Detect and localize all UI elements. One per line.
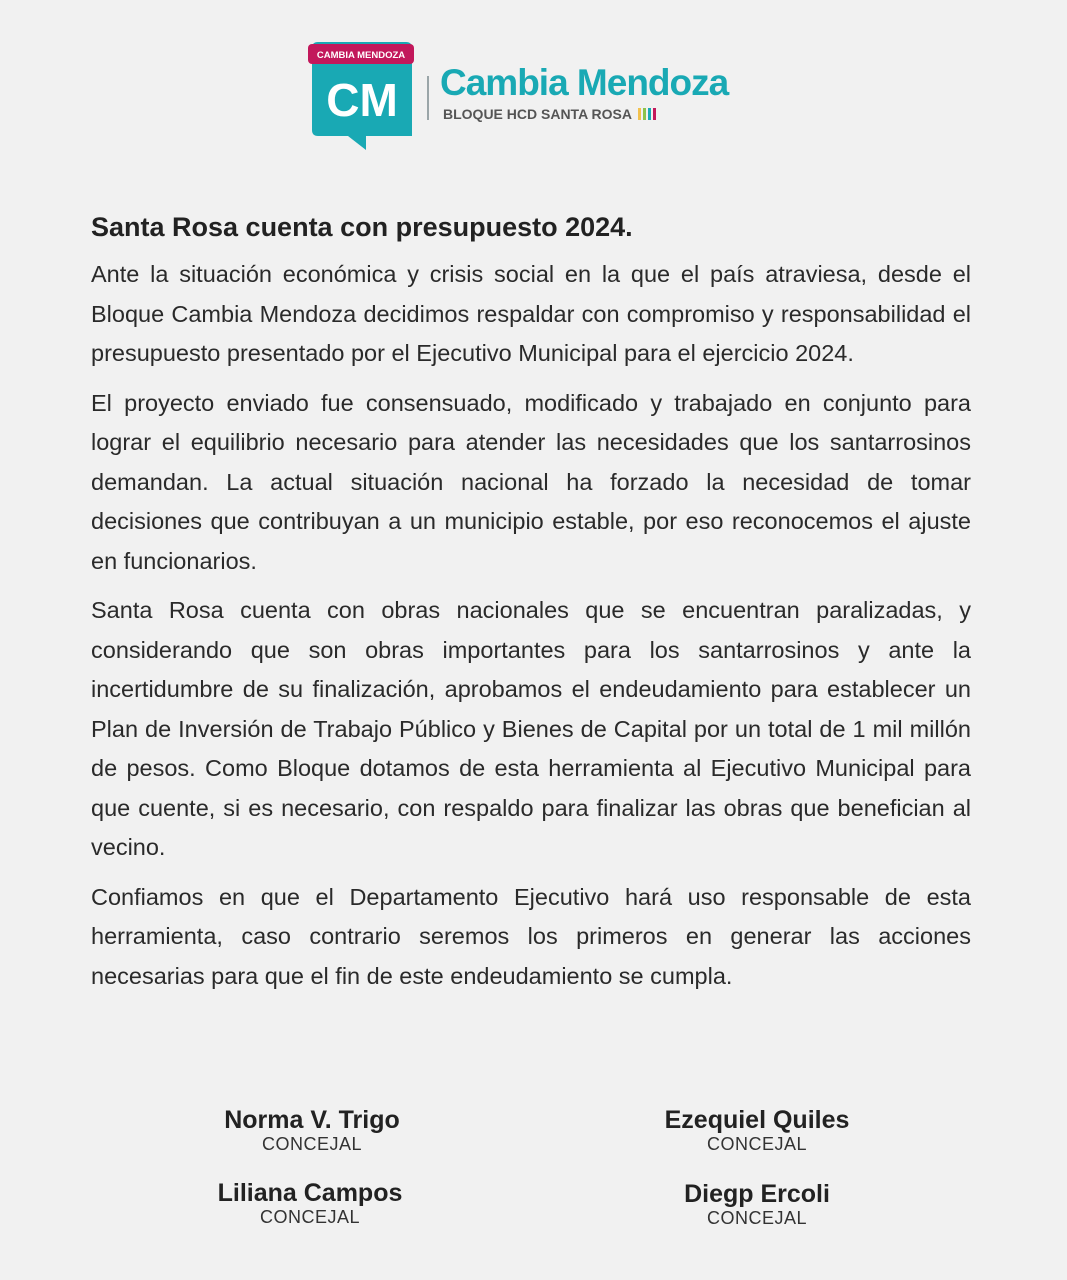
brand-subtitle-text: BLOQUE HCD SANTA ROSA [443, 106, 632, 122]
svg-text:CM: CM [326, 74, 398, 126]
signature-block [192, 1106, 432, 1154]
paragraph-1: Ante la situación económica y crisis social en la que el país atraviesa, desde el Bloque Cambia Mendoza decidimos respaldar con compromiso y responsabilidad el presupuesto presentado por el Ejecutivo Municipal para el ejercicio 2024. [91, 261, 971, 366]
cambia-mendoza-logo [308, 42, 414, 150]
signature-block [637, 1106, 877, 1154]
paragraph-4: Confiamos en que el Departamento Ejecutivo hará uso responsable de esta herramienta, caso contrario seremos los primeros en generar las acciones necesarias para que el fin de este endeudamiento se cumpla. [91, 883, 971, 989]
svg-text:CAMBIA MENDOZA: CAMBIA MENDOZA [316, 50, 406, 61]
color-bars-icon [638, 108, 656, 120]
logo-icon [308, 42, 414, 150]
signatory-name: Norma V. Trigo [224, 1106, 400, 1134]
signatory-role: CONCEJAL [261, 1134, 363, 1154]
signatory-role: CONCEJAL [706, 1208, 808, 1228]
document-body [91, 212, 971, 1006]
brand-name: Cambia Mendoza [440, 62, 729, 103]
brand-divider [427, 76, 429, 120]
signatory-name: Diegp Ercoli [684, 1180, 830, 1208]
signatory-role: CONCEJAL [706, 1134, 808, 1154]
signature-block [190, 1179, 430, 1227]
signature-block [637, 1180, 877, 1228]
signatory-role: CONCEJAL [259, 1207, 361, 1227]
header [308, 42, 768, 154]
brand-subtitle [443, 106, 656, 122]
paragraph-2: El proyecto enviado fue consensuado, modificado y trabajado en conjunto para lograr el equilibrio necesario para atender las necesidades que los santarrosinos demandan. La actual situación nacional ha forzado la necesidad de tomar decisiones que contribuyan a un municipio estable, por eso reconocemos el ajuste en funcionarios. [91, 389, 971, 574]
paragraph-3: Santa Rosa cuenta con obras nacionales que se encuentran paralizadas, y considerando que son obras importantes para los santarrosinos y ante la incertidumbre de su finalización, aprobamos el endeudamiento para establecer un Plan de Inversión de Trabajo Público y Bienes de Capital por un total de 1 mil millón de pesos. Como Bloque dotamos de esta herramienta al Ejecutivo Municipal para que cuente, si es necesario, con respaldo para finalizar las obras que benefician al vecino. [91, 597, 971, 860]
signatory-name: Ezequiel Quiles [664, 1106, 850, 1134]
document-title: Santa Rosa cuenta con presupuesto 2024. [91, 212, 633, 242]
signatory-name: Liliana Campos [217, 1179, 403, 1207]
